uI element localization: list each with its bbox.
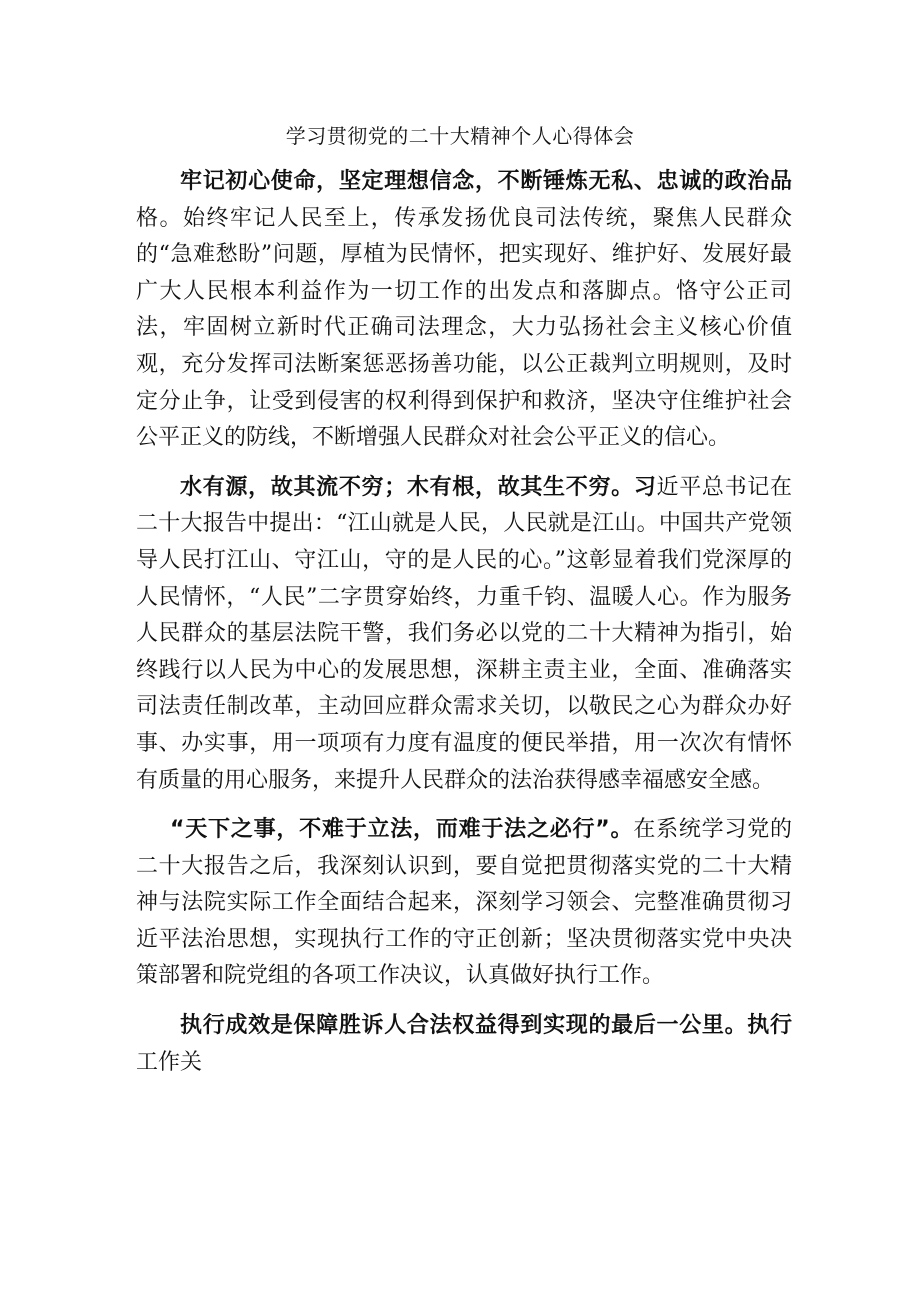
paragraph-1-lead: 牢记初心使命，坚定理想信念，不断锤炼无私、忠诚的政治品 [180,169,792,194]
document-title: 学习贯彻党的二十大精神个人心得体会 [285,124,635,148]
paragraph-4-text: 工作关 [136,1049,203,1075]
paragraph-2-lead: 水有源，故其流不穷；木有根，故其生不穷。习 [180,474,657,500]
paragraph-2-text: 近平总书记在二十大报告中提出：“江山就是人民，人民就是江山。中国共产党领导人民打江山、守江山，守的是人民的心。”这彰显着我们党深厚的人民情怀，“人民”二字贯穿始终，力重千钧、温暖人心。作为服务人民群众的基层法院干警，我们务必以党的二十大精神为指引，始终践行以人民为中心的发展思想，深耕主责主业，全面、准确落实司法责任制改革，主动回应群众需求关切，以敬民之心为群众办好事、办实事，用一项项有力度有温度的便民举措，用一次次有情怀有质量的用心服务，来提升人民群众的法治获得感幸福感安全感。 [136,474,792,793]
paragraph-4 [136,1008,792,1081]
paragraph-3-text: 在系统学习党的二十大报告之后，我深刻认识到，要自觉把贯彻落实党的二十大精神与法院实际工作全面结合起来，深刻学习领会、完整准确贯彻习近平法治思想，实现执行工作的守正创新；坚决贯彻落实党中央决策部署和院党组的各项工作决议，认真做好执行工作。 [136,817,792,989]
paragraph-2 [136,470,792,799]
document-body [136,164,792,1094]
paragraph-4-lead: 执行成效是保障胜诉人合法权益得到实现的最后一公里。执行 [180,1013,792,1039]
paragraph-1-text: 格。始终牢记人民至上，传承发扬优良司法传统，聚焦人民群众的“急难愁盼”问题，厚植为民情怀，把实现好、维护好、发展好最广大人民根本利益作为一切工作的出发点和落脚点。恪守公正司法，牢固树立新时代正确司法理念，大力弘扬社会主义核心价值观，充分发挥司法断案惩恶扬善功能，以公正裁判立明规则，及时定分止争，让受到侵害的权利得到保护和救济，坚决守住维护社会公平正义的防线，不断增强人民群众对社会公平正义的信心。 [136,205,792,451]
paragraph-3-lead: “天下之事，不难于立法，而难于法之必行”。 [170,817,634,843]
paragraph-3 [136,812,792,995]
paragraph-1 [136,164,792,457]
